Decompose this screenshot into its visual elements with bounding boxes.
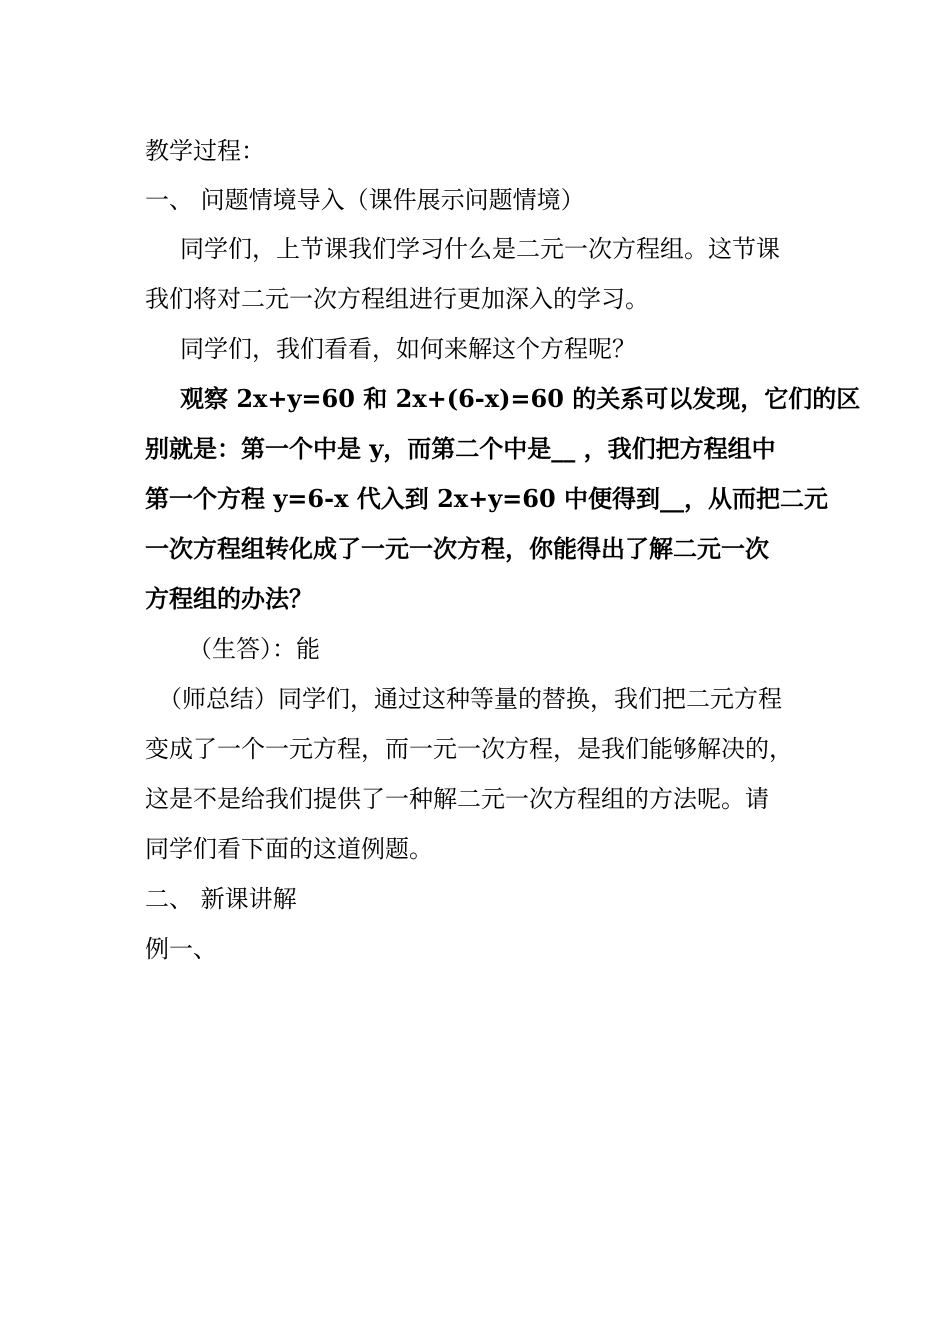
- paragraph-3-line-1: 观察 2x+y=60 和 2x+(6-x)=60 的关系可以发现，它们的区: [180, 384, 861, 413]
- paragraph-5-line-1: （师总结）同学们，通过这种等量的替换，我们把二元方程: [158, 685, 782, 713]
- paragraph-3-line-4: 一次方程组转化成了一元一次方程，你能得出了解二元一次: [145, 534, 769, 563]
- heading: 教学过程：: [145, 137, 265, 165]
- example-label: 例一、: [145, 935, 217, 963]
- paragraph-1-line-1: 同学们，上节课我们学习什么是二元一次方程组。这节课: [180, 235, 780, 263]
- section-title-1: 一、 问题情境导入（课件展示问题情境）: [145, 186, 585, 214]
- paragraph-5-line-2: 变成了一个一元方程，而一元一次方程，是我们能够解决的，: [145, 735, 793, 763]
- paragraph-4: （生答）：能: [188, 635, 320, 663]
- section-title-2: 二、 新课讲解: [145, 885, 297, 913]
- paragraph-2: 同学们，我们看看，如何来解这个方程呢？: [180, 335, 636, 363]
- paragraph-3-line-5: 方程组的办法？: [145, 584, 313, 613]
- paragraph-3-line-2: 别就是：第一个中是 y，而第二个中是__ ，我们把方程组中: [145, 434, 776, 463]
- paragraph-5-line-3: 这是不是给我们提供了一种解二元一次方程组的方法呢。请: [145, 785, 769, 813]
- paragraph-1-line-2: 我们将对二元一次方程组进行更加深入的学习。: [145, 285, 649, 313]
- paragraph-3-line-3: 第一个方程 y=6-x 代入到 2x+y=60 中便得到__，从而把二元: [145, 484, 829, 513]
- paragraph-5-line-4: 同学们看下面的这道例题。: [145, 835, 433, 863]
